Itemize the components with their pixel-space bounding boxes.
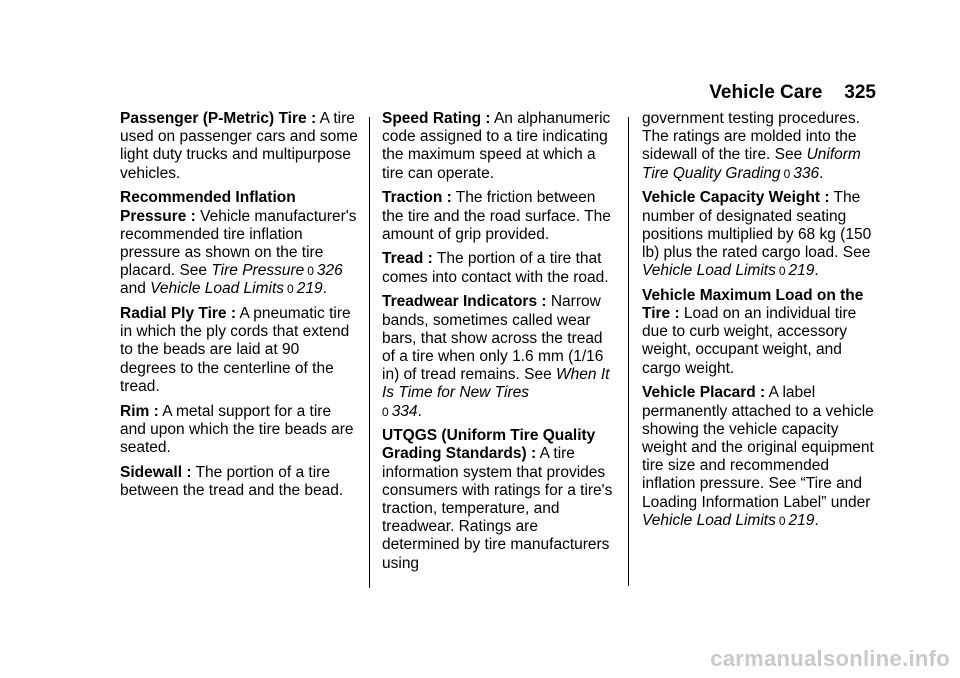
- entry-term: Tread :: [382, 250, 433, 268]
- cross-reference-link[interactable]: Vehicle Load Limits 0 219: [642, 511, 815, 529]
- entry-vehicle-maximum-load: [642, 287, 878, 378]
- cross-reference-link[interactable]: Vehicle Load Limits 0 219: [642, 262, 815, 280]
- entry-term: Recommended Inflation Pressure :: [120, 189, 296, 225]
- entry-term: Speed Rating :: [382, 110, 491, 127]
- column-divider-2: [628, 117, 629, 586]
- entry-text: A tire used on passenger cars and some light duty trucks and multipurpose vehicles.: [120, 110, 358, 182]
- entry-recommended-inflation: Recommended Inflation Pressure : Vehicle manufacturer's recommended tire inflation pressure as shown on the tire placard. See Tire Pressure 0 326 and Vehicle Load Limits 0 219.: [120, 189, 357, 298]
- page-reference-icon: 0: [778, 513, 786, 528]
- entry-text: An alphanumeric code assigned to a tire indicating the maximum speed at which a tire can operate.: [382, 110, 611, 182]
- entry-text: Narrow bands, sometimes called wear bars, that show across the tread of a tire when only 1.6 mm (1/16 in) of tread remains. See: [382, 293, 604, 384]
- entry-term: Vehicle Capacity Weight :: [642, 189, 830, 207]
- cross-reference-link[interactable]: Tire Pressure 0 326: [211, 262, 343, 280]
- page-reference-icon: 0: [287, 282, 294, 297]
- page-reference-icon: 0: [307, 264, 314, 279]
- entry-utqgs: [382, 427, 618, 573]
- entry-text: A pneumatic tire in which the ply cords that extend to the beads are laid at 90 degrees to the centerline of the tread.: [120, 305, 351, 395]
- entry-vehicle-placard: Vehicle Placard : A label permanently attached to a vehicle showing the vehicle capacity weight and the original equipment tire size and recommended inflation pressure. See “Tire and Loading Information Label” under Vehicle Load Limits 0 219.: [642, 384, 874, 529]
- entry-traction: [382, 189, 618, 244]
- cross-reference-link[interactable]: Vehicle Load Limits 0 219: [150, 280, 323, 298]
- entry-sidewall: [120, 464, 358, 500]
- cross-reference-link[interactable]: When It Is Time for New Tires 0 334: [382, 366, 610, 420]
- entry-text: Vehicle manufacturer's recommended tire inflation pressure as shown on the tire placard. See: [120, 207, 357, 280]
- entry-text: The friction between the tire and the road surface. The amount of grip provided.: [382, 189, 611, 243]
- entry-term: Traction :: [382, 189, 452, 207]
- entry-text: government testing procedures. The ratings are molded into the sidewall of the tire. See: [642, 110, 860, 164]
- column-2: [382, 110, 618, 579]
- entry-rim: [120, 403, 358, 458]
- entry-radial-ply-tire: [120, 305, 358, 396]
- entry-text: A tire information system that provides consumers with ratings for a tire's traction, temperature, and treadwear. Ratings are determined by tire manufacturers using: [382, 445, 613, 572]
- entry-term: Treadwear Indicators :: [382, 293, 547, 311]
- entry-tread: [382, 250, 618, 286]
- entry-text: The portion of a tire that comes into contact with the road.: [382, 250, 609, 286]
- entry-text: A label permanently attached to a vehicle showing the vehicle capacity weight and the original equipment tire size and recommended inflation pressure. See “Tire and Loading Information Label” under: [642, 384, 874, 511]
- entry-treadwear-indicators: Treadwear Indicators : Narrow bands, sometimes called wear bars, that show across the tread of a tire when only 1.6 mm (1/16 in) of tread remains. See When It Is Time for New Tires 0 334.: [382, 293, 610, 420]
- entry-text: The portion of a tire between the tread and the bead.: [120, 463, 344, 499]
- column-divider-1: [369, 117, 370, 588]
- page-reference-icon: 0: [778, 264, 786, 279]
- watermark: carmanualsonline.info: [710, 646, 950, 671]
- column-1: [120, 110, 358, 507]
- entry-vehicle-capacity-weight: Vehicle Capacity Weight : The number of designated seating positions multiplied by 68 kg (150 lb) plus the rated cargo load. See Vehicle Load Limits 0 219.: [642, 189, 872, 280]
- page-header: [709, 82, 876, 104]
- entry-term: UTQGS (Uniform Tire Quality Grading Standards) :: [382, 427, 596, 463]
- entry-term: Rim :: [120, 402, 159, 420]
- entry-term: Passenger (P-Metric) Tire :: [120, 110, 317, 127]
- entry-term: Radial Ply Tire :: [120, 305, 237, 323]
- cross-reference-link[interactable]: Uniform Tire Quality Grading 0 336: [642, 146, 861, 182]
- column-3: [642, 110, 878, 536]
- entry-term: Vehicle Placard :: [642, 384, 766, 402]
- page-reference-icon: 0: [783, 166, 791, 181]
- entry-utqgs-continued: government testing procedures. The ratings are molded into the sidewall of the tire. See Uniform Tire Quality Grading 0 336.: [642, 110, 861, 182]
- page-number: 325: [844, 82, 876, 103]
- entry-speed-rating: [382, 110, 618, 183]
- section-title: Vehicle Care: [709, 82, 823, 103]
- entry-text: A metal support for a tire and upon which the tire beads are seated.: [120, 402, 354, 456]
- entry-passenger-tire: [120, 110, 358, 183]
- entry-term: Sidewall :: [120, 463, 192, 481]
- entry-text: The number of designated seating positions multiplied by 68 kg (150 lb) plus the rated cargo load. See: [642, 189, 872, 261]
- entry-term: Vehicle Maximum Load on the Tire :: [642, 286, 864, 323]
- page-reference-icon: 0: [382, 404, 389, 419]
- entry-text: Load on an individual tire due to curb weight, accessory weight, occupant weight, and cargo weight.: [642, 305, 857, 377]
